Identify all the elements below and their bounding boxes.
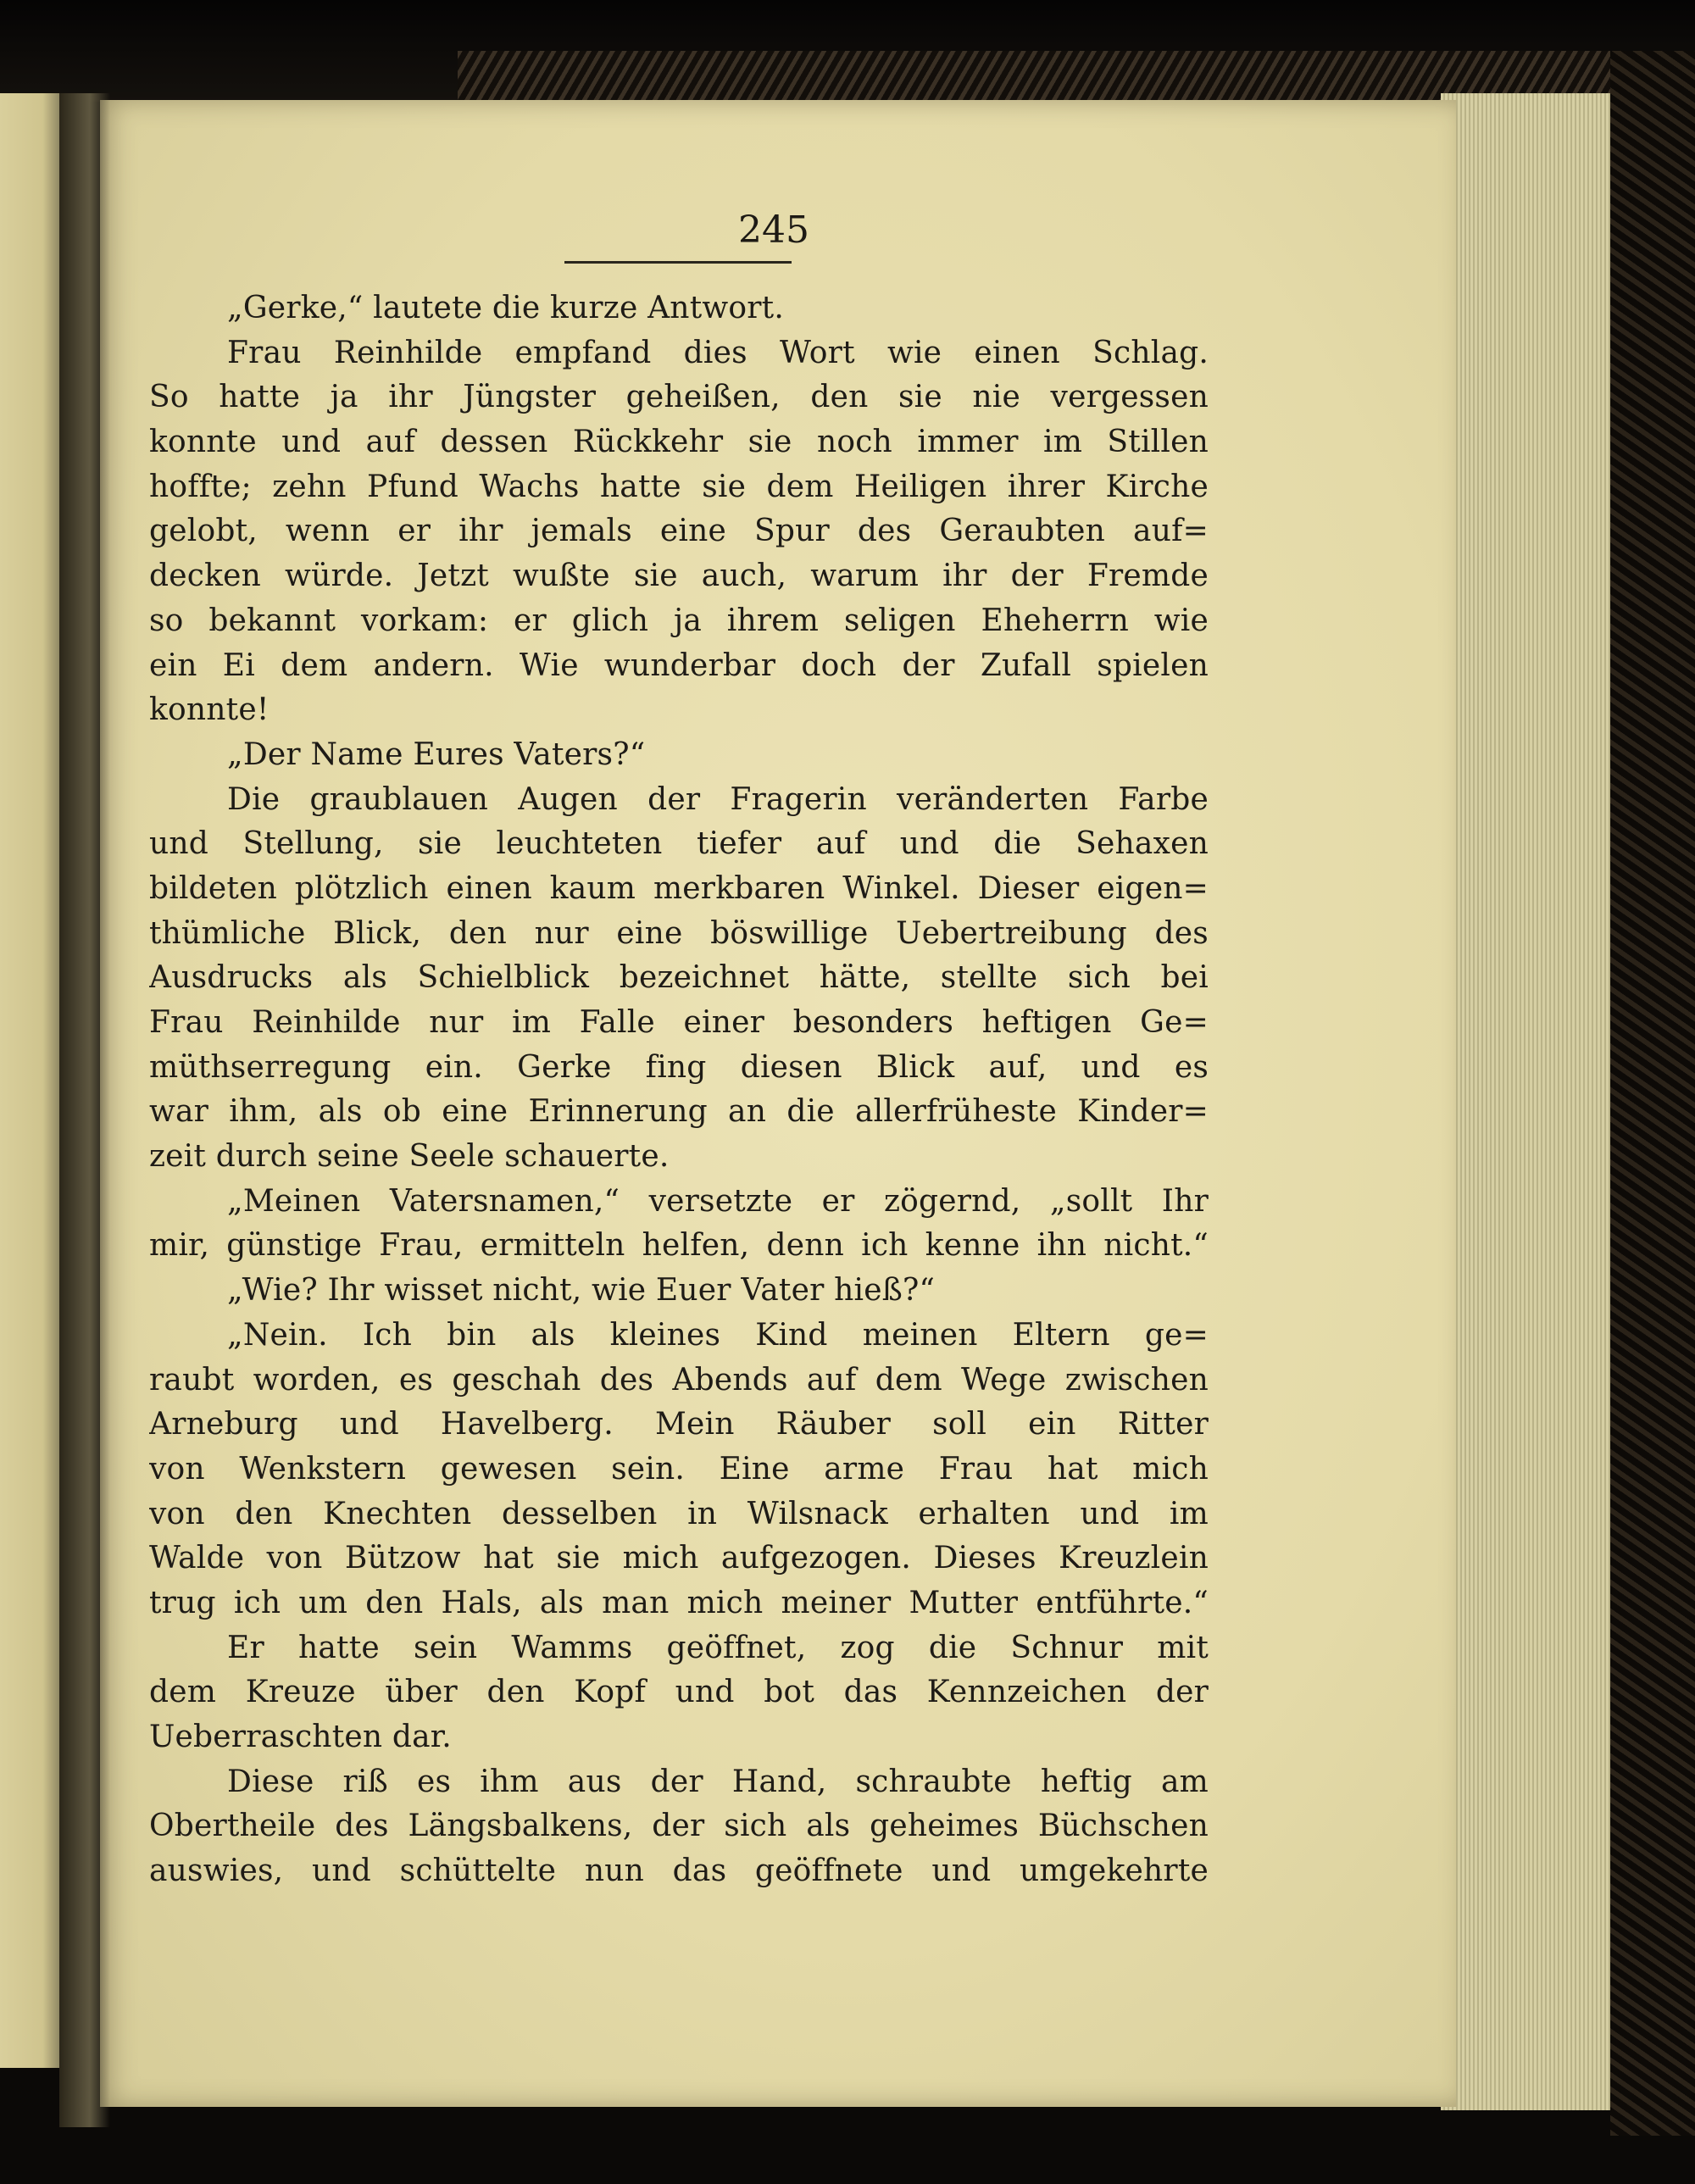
header-rule xyxy=(564,261,792,264)
text-line: und Stellung, sie leuchteten tiefer auf und die Sehaxen xyxy=(149,826,1209,862)
text-line: Ausdrucks als Schielblick bezeichnet hätte, stellte sich bei xyxy=(149,960,1209,996)
text-line: Frau Reinhilde empfand dies Wort wie einen Schlag. xyxy=(227,335,1209,370)
text-line: konnte! xyxy=(149,692,270,728)
text-line: hoffte; zehn Pfund Wachs hatte sie dem Heiligen ihrer Kirche xyxy=(149,469,1209,504)
body-text xyxy=(149,286,1209,1894)
text-line: trug ich um den Hals, als man mich meiner Mutter entführte.“ xyxy=(149,1585,1209,1620)
text-line: thümliche Blick, den nur eine böswillige Uebertreibung des xyxy=(149,915,1209,951)
text-line: von den Knechten desselben in Wilsnack erhalten und im xyxy=(149,1496,1209,1531)
text-line: zeit durch seine Seele schauerte. xyxy=(149,1139,670,1175)
text-line: müthserregung ein. Gerke fing diesen Blick auf, und es xyxy=(149,1049,1209,1085)
text-line: Die graublauen Augen der Fragerin veränderten Farbe xyxy=(227,781,1209,817)
text-line: dem Kreuze über den Kopf und bot das Kennzeichen der xyxy=(149,1675,1209,1710)
text-line: „Wie? Ihr wisset nicht, wie Euer Vater hieß?“ xyxy=(227,1273,936,1309)
text-line: auswies, und schüttelte nun das geöffnete und umgekehrte xyxy=(149,1853,1209,1889)
text-line: Walde von Bützow hat sie mich aufgezogen. Dieses Kreuzlein xyxy=(149,1541,1209,1576)
page-stack-edge xyxy=(1441,93,1610,2110)
text-line: „Gerke,“ lautete die kurze Antwort. xyxy=(227,291,784,325)
text-line: von Wenkstern gewesen sein. Eine arme Frau hat mich xyxy=(149,1451,1209,1487)
text-line: Diese riß es ihm aus der Hand, schraubte heftig am xyxy=(227,1764,1209,1799)
page-number: 245 xyxy=(738,208,809,252)
text-line: Arneburg und Havelberg. Mein Räuber soll ein Ritter xyxy=(149,1407,1209,1442)
text-line: „Der Name Eures Vaters?“ xyxy=(227,736,646,772)
text-line: mir, günstige Frau, ermitteln helfen, denn ich kenne ihn nicht.“ xyxy=(149,1228,1209,1264)
text-line: „Nein. Ich bin als kleines Kind meinen Eltern ge= xyxy=(227,1317,1209,1353)
gutter-shadow xyxy=(59,93,110,2127)
text-line: decken würde. Jetzt wußte sie auch, warum ihr der Fremde xyxy=(149,559,1209,594)
text-line: Ueberraschten dar. xyxy=(149,1720,452,1754)
text-line: gelobt, wenn er ihr jemals eine Spur des Geraubten auf= xyxy=(149,514,1209,549)
text-line: Frau Reinhilde nur im Falle einer besonders heftigen Ge= xyxy=(149,1005,1209,1040)
text-line: Er hatte sein Wamms geöffnet, zog die Schnur mit xyxy=(227,1630,1209,1665)
text-line: so bekannt vorkam: er glich ja ihrem seligen Eheherrn wie xyxy=(149,603,1209,638)
text-line: bildeten plötzlich einen kaum merkbaren Winkel. Dieser eigen= xyxy=(149,870,1209,906)
book-page xyxy=(100,100,1456,2107)
text-line: war ihm, als ob eine Erinnerung an die allerfrüheste Kinder= xyxy=(149,1094,1209,1130)
text-line: raubt worden, es geschah des Abends auf dem Wege zwischen xyxy=(149,1362,1209,1398)
binding-cover-right xyxy=(1610,51,1695,2136)
text-line: ein Ei dem andern. Wie wunderbar doch der Zufall spielen xyxy=(149,647,1209,683)
text-line: So hatte ja ihr Jüngster geheißen, den sie nie vergessen xyxy=(149,380,1209,415)
facing-page-edge xyxy=(0,93,61,2068)
text-line: konnte und auf dessen Rückkehr sie noch immer im Stillen xyxy=(149,425,1209,460)
text-line: Obertheile des Längsbalkens, der sich als geheimes Büchschen xyxy=(149,1809,1209,1844)
text-line: „Meinen Vatersnamen,“ versetzte er zögernd, „sollt Ihr xyxy=(227,1183,1209,1219)
